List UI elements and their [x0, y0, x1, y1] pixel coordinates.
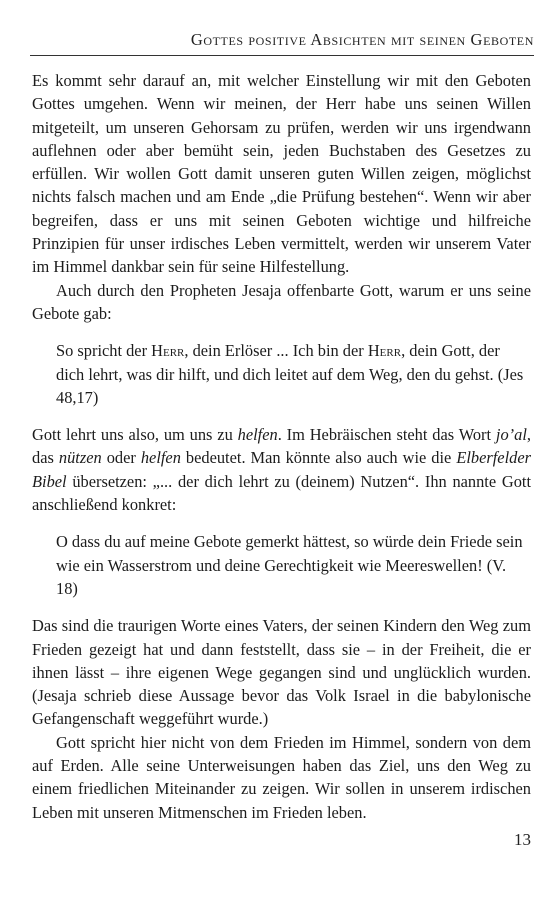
paragraph-5: Gott spricht hier nicht von dem Frieden im Himmel, sondern von dem auf Erden. Alle seine Unterweisungen haben das Ziel, uns den Weg zu einem friedlichen Miteinander zu zeigen. Wir sollen in unserem irdischen Leben mit unseren Mitmenschen im Frieden leben.	[32, 732, 531, 822]
p3-part-4: oder	[101, 448, 141, 468]
header-rule	[30, 55, 534, 56]
running-head: Gottes positive Absichten mit seinen Geboten	[190, 30, 534, 49]
paragraph-1: Es kommt sehr darauf an, mit welcher Einstellung wir mit den Geboten Gottes umgehen. Wenn wir meinen, der Herr habe uns seinen Willen mitgeteilt, um unseren Gehorsam zu prüfen, werden wir uns irgendwann auflehnen oder aber bemüht sein, jeden Buchstaben des Gesetzes zu erfüllen. Wir wollen Gott damit unseren guten Willen zeigen, möglichst nichts falsch machen und am Ende „die Prüfung bestehen“. Wenn wir aber begreifen, dass er uns mit seinen Geboten wichtige und hilfreiche Prinzipien für unser irdisches Leben vermittelt, werden wir unserem Vater im Himmel dankbar sein für seine Hilfestellung.	[32, 71, 531, 277]
p3-emph-3: nützen	[58, 448, 102, 468]
p3-part-5: bedeutet. Man könnte also auch wie die	[180, 448, 457, 468]
p3-emph-2: jo’al	[495, 425, 527, 445]
p3-emph-1: helfen	[237, 425, 278, 445]
body-text	[32, 69, 531, 824]
bible-quote-2-text: O dass du auf meine Gebote gemerkt hättest, so würde dein Friede sein wie ein Wasserstrom und deine Gerechtigkeit wie Meereswellen! (V. 18)	[56, 532, 523, 598]
quote-1-herr-2: Herr	[367, 341, 402, 361]
quote-1-part-3: , dein Gott, der dich lehrt, was dir hilft, und dich leitet auf dem Weg, den du gehst. (Jes 48,17)	[56, 341, 524, 407]
bible-quote-2	[56, 530, 531, 600]
p3-part-3: , das	[32, 425, 531, 468]
p3-part-2: . Im Hebräischen steht das Wort	[277, 425, 496, 445]
paragraph-2: Auch durch den Propheten Jesaja offenbarte Gott, warum er uns seine Gebote gab:	[32, 280, 531, 323]
paragraph-3	[32, 423, 531, 516]
p3-part-1: Gott lehrt uns also, um uns zu	[32, 425, 238, 445]
bible-quote-1-text	[56, 339, 531, 409]
page-number: 13	[514, 830, 531, 849]
p3-part-6: übersetzen: „... der dich lehrt zu (deinem) Nutzen“. Ihn nannte Gott anschließend konkret:	[32, 471, 531, 515]
paragraph-4: Das sind die traurigen Worte eines Vaters, der seinen Kindern den Weg zum Frieden gezeigt hat und dann feststellt, dass sie – in der Freiheit, die er ihnen lässt – ihre eigenen Wege gegangen sind und unglücklich wurden. (Jesaja schrieb diese Aussage bevor das Volk Israel in die babylonische Gefangenschaft weggeführt wurde.)	[32, 616, 531, 729]
quote-1-herr-1: Herr	[151, 341, 185, 361]
p3-emph-4: helfen	[140, 448, 181, 468]
quote-1-part-1: So spricht der	[56, 341, 152, 361]
bible-quote-1	[56, 339, 531, 409]
quote-1-part-2: , dein Erlöser ... Ich bin der	[184, 341, 368, 361]
p3-emph-5: Elberfelder Bibel	[32, 448, 531, 491]
